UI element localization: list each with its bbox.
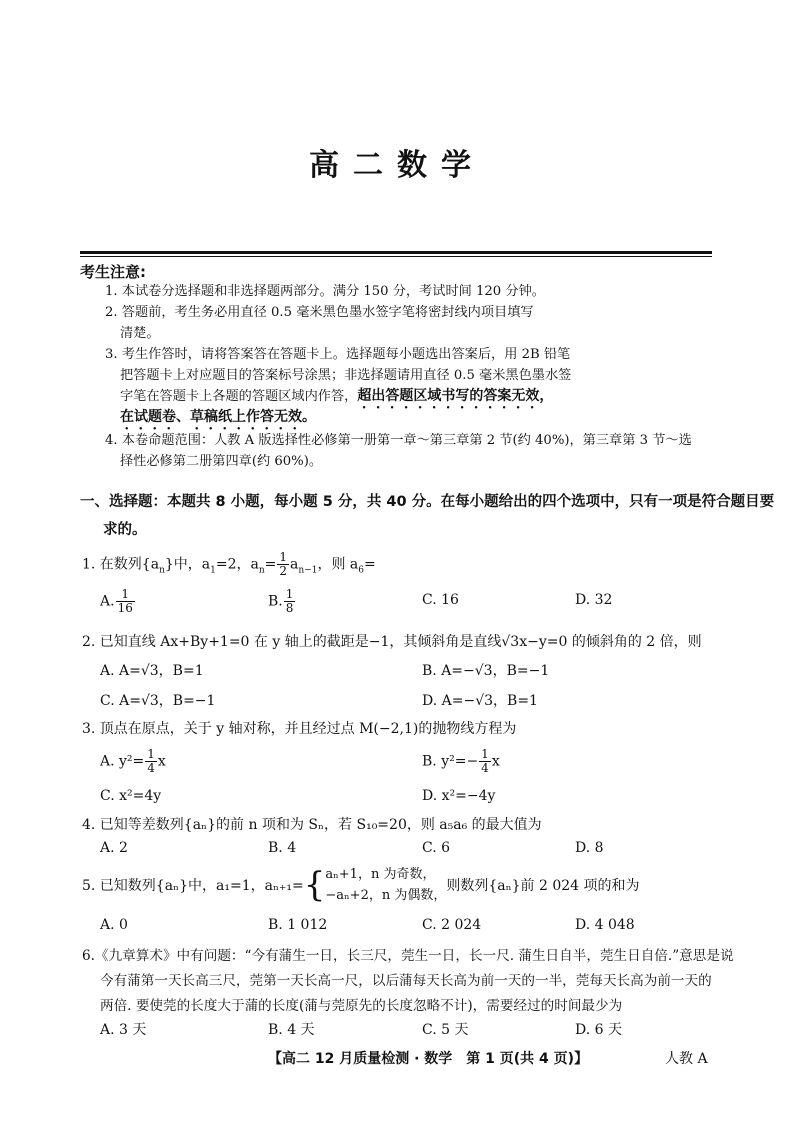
question-5-stem: 5. 已知数列{aₙ}中，a₁=1，aₙ₊₁={ aₙ+1，n 为奇数， −aₙ+2，n 为偶数， 则数列{aₙ}前 2 024 项的和为 xyxy=(82,865,640,905)
question-1-option-a: A. $\frac{1}{16}$ xyxy=(100,587,133,615)
question-5-option-c: C. 2 024 xyxy=(422,917,482,933)
question-1-option-b: B. $\frac{1}{8}$ xyxy=(268,587,294,615)
question-5-option-b: B. 1 012 xyxy=(268,917,328,933)
question-5-option-a: A. 0 xyxy=(100,917,128,933)
question-1-stem: 1. 在数列$\{a_n\}$中，$a_1=2$，$a_n=$ $\frac{1}{2}$ $a_{n-1}$，则 $a_6=$ xyxy=(82,550,376,578)
divider-thin xyxy=(80,256,712,257)
question-4-option-c: C. 6 xyxy=(422,840,451,856)
question-2-option-d: D. A=−√3，B=1 xyxy=(422,693,538,709)
question-3-option-b: B. y²=− $\frac{1}{4}$ x xyxy=(422,747,500,775)
question-4-option-a: A. 2 xyxy=(100,840,128,856)
question-4-option-b: B. 4 xyxy=(268,840,297,856)
question-4-option-d: D. 8 xyxy=(575,840,604,856)
question-3-stem: 3. 顶点在原点，关于 y 轴对称，并且经过点 M(−2,1)的抛物线方程为 xyxy=(82,721,517,737)
question-1-option-d: D. 32 xyxy=(575,592,613,608)
divider-thick xyxy=(80,251,712,254)
question-2-option-c: C. A=√3，B=−1 xyxy=(100,693,216,709)
section-heading-cont: 求的。 xyxy=(103,522,147,538)
notice-item-3-plain: 字笔在答题卡上各题的答题区域内作答， xyxy=(120,389,358,404)
question-3-option-c: C. x²=4y xyxy=(100,788,162,804)
question-6-option-a: A. 3 天 xyxy=(100,1022,147,1038)
question-6-option-c: C. 5 天 xyxy=(422,1022,469,1038)
question-5-option-d: D. 4 048 xyxy=(575,917,635,933)
question-4-stem: 4. 已知等差数列{aₙ}的前 n 项和为 Sₙ，若 S₁₀=20，则 a₅a₆ 的最大值为 xyxy=(82,817,542,833)
question-6-stem-2: 今有蒲第一天长高三尺，莞第一天长高一尺，以后蒲每天长高为前一天的一半，莞每天长高为前一天的 xyxy=(100,973,712,989)
question-6-stem-1: 6.《九章算术》中有问题：“今有蒲生一日，长三尺，莞生一日，长一尺. 蒲生日自半，莞生日自倍.”意思是说 xyxy=(82,948,734,964)
notice-item-4-cont: 择性必修第二册第四章(约 60%)。 xyxy=(120,454,323,469)
notice-item-1: 1. 本试卷分选择题和非选择题两部分。满分 150 分，考试时间 120 分钟。 xyxy=(105,284,545,299)
page-footer: 【高二 12 月质量检测 · 数学 第 1 页(共 4 页)】 xyxy=(268,1051,589,1067)
notice-item-2-cont: 清楚。 xyxy=(120,326,160,341)
notice-item-3-emphasis-2: 在试题卷、草稿纸上作答无效。 xyxy=(120,409,316,425)
question-6-option-b: B. 4 天 xyxy=(268,1022,315,1038)
question-1-option-c: C. 16 xyxy=(422,592,459,608)
edition-label: 人教 A xyxy=(665,1051,708,1067)
section-heading: 一、选择题：本题共 8 小题，每小题 5 分，共 40 分。在每小题给出的四个选项中，只有一项是符合题目要 xyxy=(80,494,775,510)
notice-item-3-emphasis: 超出答题区域书写的答案无效， xyxy=(357,388,554,404)
question-2-option-a: A. A=√3，B=1 xyxy=(100,663,204,679)
question-2-stem: 2. 已知直线 Ax+By+1=0 在 y 轴上的截距是−1，其倾斜角是直线√3x−y=0 的倾斜角的 2 倍，则 xyxy=(82,634,702,650)
question-6-stem-3: 两倍. 要使莞的长度大于蒲的长度(蒲与莞原先的长度忽略不计)，需要经过的时间最少为 xyxy=(100,998,623,1014)
question-2-option-b: B. A=−√3，B=−1 xyxy=(422,663,550,679)
notice-item-2: 2. 答题前，考生务必用直径 0.5 毫米黑色墨水签字笔将密封线内项目填写 xyxy=(105,305,534,320)
question-3-option-a: A. y²= $\frac{1}{4}$ x xyxy=(100,747,166,775)
notice-item-4: 4. 本卷命题范围：人教 A 版选择性必修第一册第一章～第三章第 2 节(约 40%)，第三章第 3 节～选 xyxy=(105,433,692,448)
question-6-option-d: D. 6 天 xyxy=(575,1022,622,1038)
notice-heading: 考生注意: xyxy=(80,263,146,281)
question-3-option-d: D. x²=−4y xyxy=(422,788,496,804)
notice-item-3: 3. 考生作答时，请将答案答在答题卡上。选择题每小题选出答案后，用 2B 铅笔 xyxy=(105,347,571,362)
notice-item-3-cont1: 把答题卡上对应题目的答案标号涂黑；非选择题请用直径 0.5 毫米黑色墨水签 xyxy=(120,368,572,383)
page-title: 高二数学 xyxy=(309,148,485,183)
